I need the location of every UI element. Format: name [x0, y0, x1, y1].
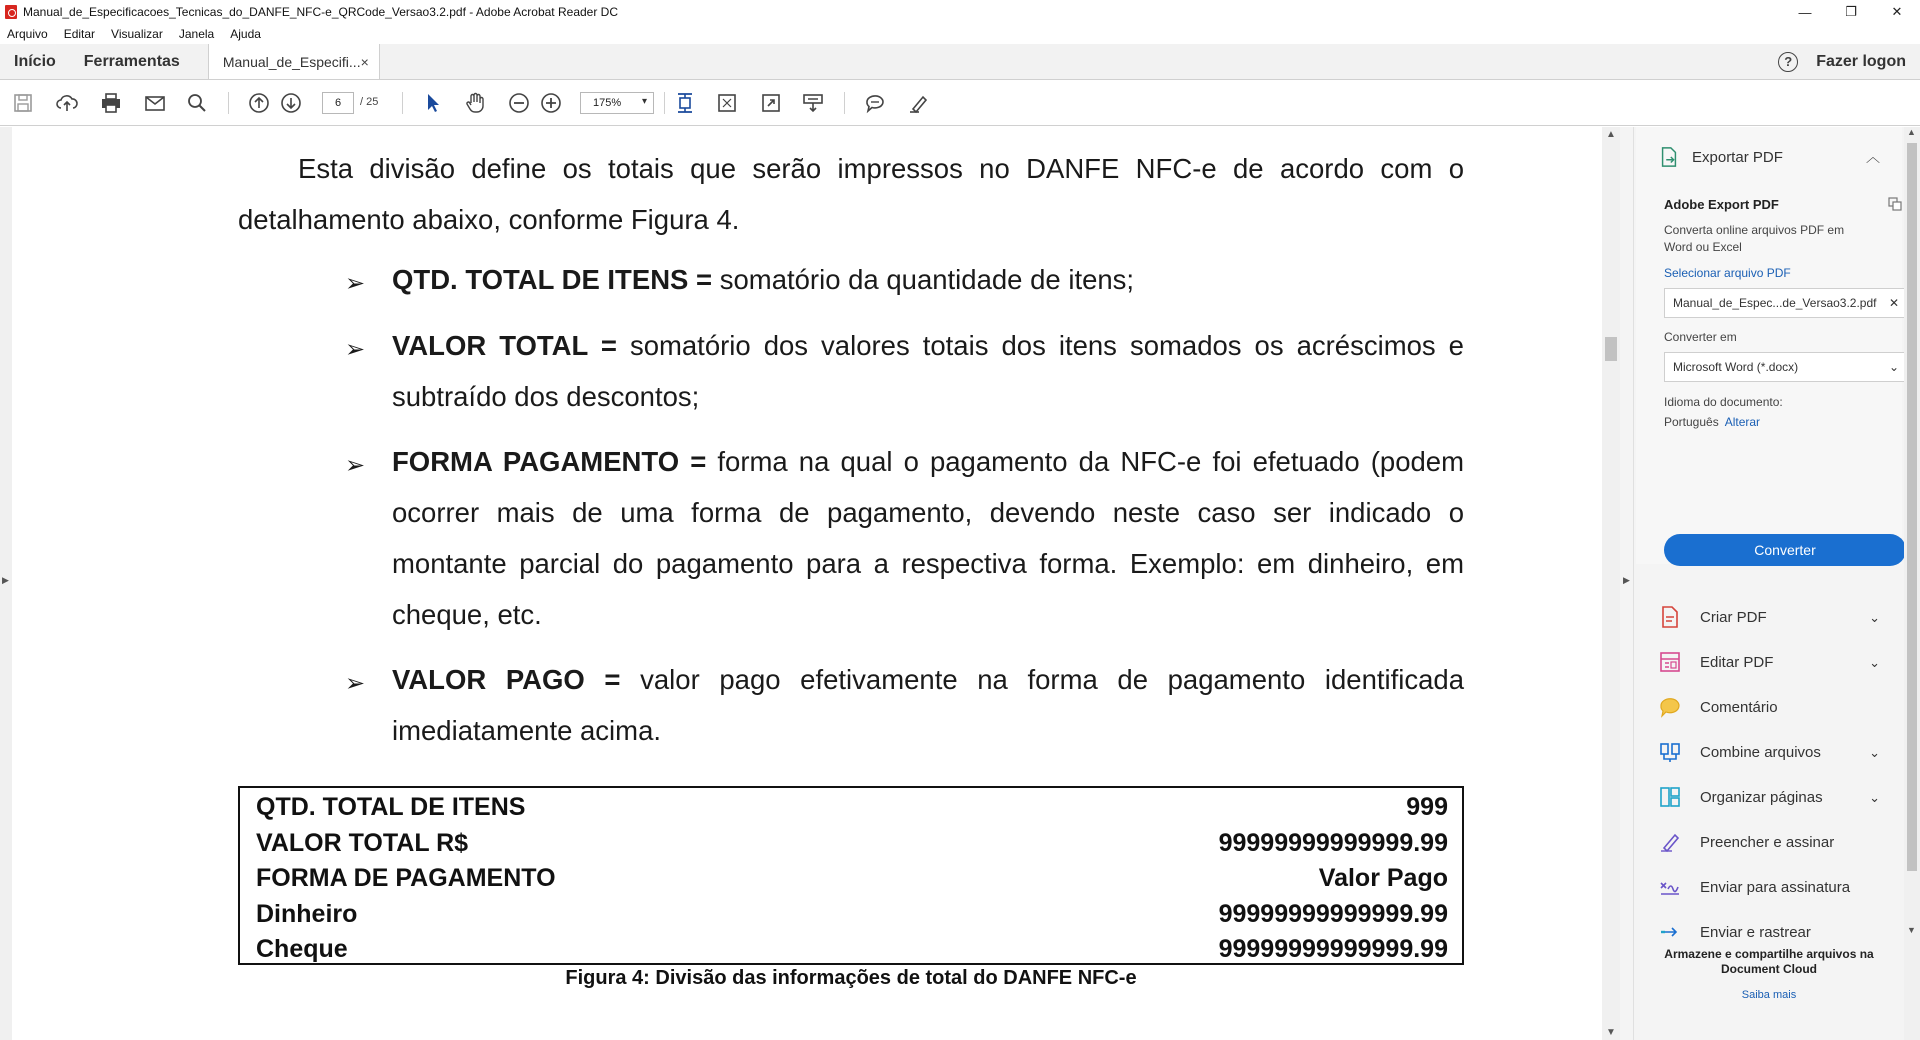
chevron-down-icon[interactable]: ⌄ [1869, 609, 1880, 625]
maximize-button[interactable]: ❐ [1845, 4, 1857, 19]
tool-label: Enviar para assinatura [1700, 879, 1851, 896]
read-mode-icon[interactable] [800, 90, 826, 116]
export-pdf-title: Exportar PDF [1692, 148, 1783, 166]
draw-icon[interactable] [906, 90, 932, 116]
copy-icon[interactable] [1888, 197, 1902, 211]
zoom-out-icon[interactable] [506, 90, 532, 116]
close-window-button[interactable]: ✕ [1891, 4, 1903, 19]
window-controls [1782, 0, 1920, 24]
close-tab-icon[interactable]: × [360, 53, 369, 70]
acrobat-app-icon [5, 5, 17, 19]
figure-row-value: 99999999999999.99 [1218, 828, 1448, 857]
chevron-right-icon: ▶ [1623, 575, 1630, 585]
toolbar-divider [228, 92, 229, 114]
bullet-text: valor pago efetivamente na forma de pagamento identificada imediatamente acima. [392, 664, 1464, 746]
bullet-term: QTD. TOTAL DE ITENS = [392, 264, 713, 295]
tool-organizar-paginas[interactable] [1636, 775, 1902, 820]
bullet-term: VALOR TOTAL = [392, 330, 617, 361]
menu-janela[interactable]: Janela [178, 27, 215, 41]
tool-label: Organizar páginas [1700, 789, 1823, 806]
figure-row [256, 932, 1448, 968]
chevron-down-icon[interactable]: ⌄ [1869, 654, 1880, 670]
tool-preencher-assinar[interactable] [1636, 820, 1902, 865]
tools-list [1636, 595, 1902, 955]
toolbar-divider [664, 92, 665, 114]
figure-row [256, 897, 1448, 933]
menu-arquivo[interactable]: Arquivo [7, 27, 48, 41]
full-screen-icon[interactable] [758, 90, 784, 116]
tools-pane [1620, 127, 1920, 1040]
scrollbar-thumb[interactable] [1605, 337, 1617, 361]
chevron-down-icon: ▾ [641, 96, 647, 107]
edit-pdf-icon [1658, 650, 1682, 674]
figure-row-label: FORMA DE PAGAMENTO [256, 864, 556, 893]
convert-format-value: Microsoft Word (*.docx) [1673, 360, 1799, 374]
tool-label: Criar PDF [1700, 609, 1767, 626]
figure-row [256, 861, 1448, 897]
selected-file-name: Manual_de_Espec...de_Versao3.2.pdf [1673, 296, 1877, 310]
export-description: Converta online arquivos PDF em Word ou Excel [1664, 223, 1845, 254]
next-page-icon[interactable] [278, 90, 304, 116]
tool-label: Enviar e rastrear [1700, 924, 1811, 941]
figure-row-label: Cheque [256, 935, 348, 964]
help-icon[interactable]: ? [1778, 52, 1798, 72]
tab-home[interactable]: Início [14, 52, 56, 70]
combine-files-icon [1658, 740, 1682, 764]
menu-ajuda[interactable]: Ajuda [230, 27, 261, 41]
window-title: Manual_de_Especificacoes_Tecnicas_do_DANFE_NFC-e_QRCode_Versao3.2.pdf - Adobe Acrobat Reader DC [23, 5, 619, 19]
bullet-term: FORMA PAGAMENTO = [392, 446, 707, 477]
tool-criar-pdf[interactable] [1636, 595, 1902, 640]
figure-row [256, 826, 1448, 862]
document-scrollbar[interactable] [1602, 127, 1620, 1040]
tabbar-right [1778, 44, 1920, 79]
tools-pane-toggle[interactable] [1620, 127, 1634, 1040]
figure-row-label: VALOR TOTAL R$ [256, 828, 469, 857]
export-pdf-panel [1636, 127, 1902, 564]
print-icon[interactable] [98, 90, 124, 116]
comment-tool-icon [1658, 695, 1682, 719]
cloud-promo-text: Armazene e compartilhe arquivos na Document Cloud [1664, 947, 1874, 976]
zoom-select[interactable] [580, 92, 654, 114]
select-pdf-link[interactable]: Selecionar arquivo PDF [1664, 266, 1791, 280]
create-pdf-icon [1658, 605, 1682, 629]
change-language-link[interactable]: Alterar [1724, 415, 1761, 429]
scroll-up-icon[interactable]: ▲ [1606, 129, 1616, 140]
figure-caption: Figura 4: Divisão das informações de total do DANFE NFC-e [565, 967, 1137, 989]
tool-label: Comentário [1700, 699, 1778, 716]
document-viewport[interactable] [0, 127, 1620, 1040]
tool-label: Editar PDF [1700, 654, 1774, 671]
language-label: Idioma do documento: [1664, 395, 1783, 409]
bullet-arrow-icon: ➢ [345, 336, 366, 363]
tool-combine-arquivos[interactable] [1636, 730, 1902, 775]
toolbar-divider [844, 92, 845, 114]
organize-pages-icon [1658, 785, 1682, 809]
figure-4-table [238, 786, 1464, 965]
convert-button[interactable]: Converter [1664, 534, 1906, 566]
intro-paragraph [238, 143, 1464, 245]
bullet-text: forma na qual o pagamento da NFC-e foi efetuado (podem ocorrer mais de uma forma de pagamento, devendo neste caso ser indicado o montante parcial do pagamento para a respectiva forma. Exemplo: em dinheiro, em cheque, etc. [392, 446, 1464, 630]
scroll-up-icon[interactable]: ▲ [1907, 127, 1916, 137]
figure-row-value: 999 [1406, 793, 1448, 822]
fill-sign-icon [1658, 830, 1682, 854]
figure-row-value: Valor Pago [1318, 864, 1448, 893]
save-icon[interactable] [10, 90, 36, 116]
scroll-down-icon[interactable]: ▼ [1907, 925, 1916, 935]
login-button[interactable]: Fazer logon [1816, 52, 1906, 70]
language-value: Português [1664, 415, 1719, 429]
tab-tools[interactable]: Ferramentas [83, 52, 180, 70]
bullet-arrow-icon: ➢ [345, 670, 366, 697]
export-pdf-header[interactable] [1636, 137, 1902, 177]
bullet-text: somatório dos valores totais dos itens somados os acréscimos e subtraído dos descontos; [392, 330, 1464, 412]
toolbar [0, 80, 1920, 126]
scroll-mode-icon[interactable] [672, 90, 698, 116]
toolbar-divider [402, 92, 403, 114]
bullet-valor-pago [392, 654, 1464, 756]
figure-row-value: 99999999999999.99 [1218, 899, 1448, 928]
send-track-icon [1658, 920, 1682, 944]
chevron-up-icon[interactable]: ︿ [1866, 149, 1880, 165]
chevron-down-icon[interactable]: ⌄ [1869, 744, 1880, 760]
menu-bar [0, 24, 1920, 44]
tool-label: Preencher e assinar [1700, 834, 1835, 851]
convert-to-label: Converter em [1664, 330, 1737, 344]
scrollbar-thumb[interactable] [1907, 143, 1917, 871]
adobe-export-title: Adobe Export PDF [1664, 197, 1779, 212]
bullet-forma-pagamento [392, 436, 1464, 640]
pdf-page [12, 127, 1602, 1040]
chevron-down-icon: ⌄ [1888, 360, 1899, 374]
title-bar [0, 0, 1920, 24]
chevron-right-icon: ▶ [2, 575, 9, 585]
previous-page-icon[interactable] [246, 90, 272, 116]
figure-row-label: QTD. TOTAL DE ITENS [256, 793, 526, 822]
tools-pane-scrollbar[interactable] [1904, 127, 1920, 1040]
email-icon[interactable] [142, 90, 168, 116]
bullet-qtd-total [392, 254, 1464, 305]
selected-file-field[interactable] [1664, 288, 1908, 318]
tab-document[interactable] [208, 44, 380, 79]
bullet-text: somatório da quantidade de itens; [712, 264, 1135, 295]
hand-tool-icon[interactable] [462, 90, 488, 116]
fit-page-icon[interactable] [714, 90, 740, 116]
tool-comentario[interactable] [1636, 685, 1902, 730]
chevron-down-icon[interactable]: ⌄ [1869, 789, 1880, 805]
search-icon[interactable] [184, 90, 210, 116]
convert-format-select[interactable] [1664, 352, 1908, 382]
tab-document-label: Manual_de_Especifi... [222, 53, 361, 70]
menu-visualizar[interactable]: Visualizar [111, 27, 163, 41]
comment-icon[interactable] [862, 90, 888, 116]
intro-text: Esta divisão define os totais que serão impressos no DANFE NFC-e de acordo com o detalhamento abaixo, conforme Figura 4. [238, 153, 1464, 235]
export-pdf-body [1664, 197, 1904, 432]
left-panel-toggle[interactable] [0, 127, 12, 1040]
cloud-upload-icon[interactable] [54, 90, 80, 116]
zoom-value: 175% [593, 97, 622, 109]
figure-row [256, 790, 1448, 826]
send-signature-icon [1658, 875, 1682, 899]
tab-bar [0, 44, 1920, 80]
page-number-input[interactable]: 6 [322, 92, 354, 114]
tool-editar-pdf[interactable] [1636, 640, 1902, 685]
document-cloud-promo [1636, 947, 1902, 1001]
export-pdf-icon [1658, 146, 1680, 168]
zoom-in-icon[interactable] [538, 90, 564, 116]
minimize-button[interactable]: — [1798, 4, 1812, 20]
bullet-valor-total [392, 320, 1464, 422]
bullet-term: VALOR PAGO = [392, 664, 621, 695]
scroll-down-icon[interactable]: ▼ [1606, 1027, 1616, 1038]
bullet-arrow-icon: ➢ [345, 270, 366, 297]
bullet-arrow-icon: ➢ [345, 452, 366, 479]
page-total: / 25 [360, 96, 379, 108]
document-language [1664, 392, 1904, 432]
learn-more-link[interactable]: Saiba mais [1741, 989, 1797, 1001]
tool-enviar-assinatura[interactable] [1636, 865, 1902, 910]
figure-row-label: Dinheiro [256, 899, 358, 928]
figure-row-value: 99999999999999.99 [1218, 935, 1448, 964]
select-cursor-icon[interactable] [420, 90, 446, 116]
menu-editar[interactable]: Editar [63, 27, 96, 41]
tool-label: Combine arquivos [1700, 744, 1821, 761]
clear-file-icon[interactable]: ✕ [1888, 296, 1899, 310]
